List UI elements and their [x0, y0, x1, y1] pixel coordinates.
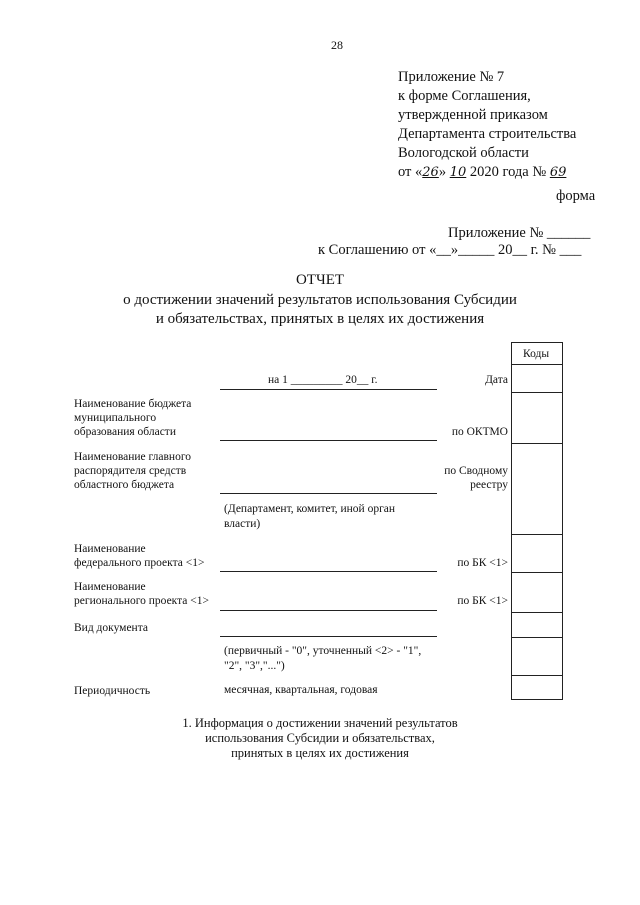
- date-underline: [220, 389, 437, 390]
- codes-divider: [511, 572, 563, 573]
- date-prefix: от «: [398, 164, 423, 180]
- doctype-field: [220, 636, 437, 637]
- department-note-line: (Департамент, комитет, иной орган: [224, 503, 396, 515]
- bk-label-2: по БК <1>: [457, 595, 508, 607]
- doctype-note: [224, 644, 421, 674]
- manager-label: [74, 450, 191, 492]
- budget-label: [74, 397, 191, 439]
- regional-project-label-line: регионального проекта <1>: [74, 595, 209, 607]
- appendix-date-line: [398, 163, 576, 182]
- codes-divider: [511, 675, 563, 676]
- manager-label-line: распорядителя средств: [74, 465, 187, 477]
- doctype-label: Вид документа: [74, 622, 148, 634]
- registry-label: [420, 464, 508, 492]
- regional-project-field: [220, 610, 437, 611]
- date-mid: »: [438, 164, 450, 180]
- budget-label-line: Наименование бюджета: [74, 398, 192, 410]
- periodicity-label: Периодичность: [74, 685, 151, 697]
- codes-table: [511, 342, 563, 700]
- federal-project-label: [74, 542, 204, 570]
- report-title: ОТЧЕТ: [295, 272, 345, 288]
- codes-divider: [511, 392, 563, 393]
- oktmo-label: по ОКТМО: [451, 426, 508, 438]
- appendix2-line-1: Приложение № ______: [448, 225, 591, 241]
- manager-field: [220, 493, 437, 494]
- budget-label-line: образования области: [74, 426, 176, 438]
- date-label: Дата: [485, 374, 508, 386]
- report-subtitle-1: о достижении значений результатов использования Субсидии: [123, 292, 517, 308]
- codes-divider: [511, 364, 563, 365]
- doctype-note-line: "2", "3","..."): [224, 660, 285, 672]
- codes-divider: [511, 637, 563, 638]
- department-note-line: власти): [224, 518, 261, 530]
- report-date-line: на 1 _________ 20__ г.: [268, 374, 378, 386]
- appendix-line-5: Вологодской области: [398, 145, 529, 161]
- codes-divider: [511, 534, 563, 535]
- date-day: 26: [422, 165, 439, 180]
- budget-field: [220, 440, 437, 441]
- date-number: 69: [549, 165, 567, 180]
- appendix-line-2: к форме Соглашения,: [398, 88, 531, 104]
- page-number: 28: [331, 38, 343, 52]
- appendix-line-4: Департамента строительства: [398, 126, 577, 142]
- registry-label-line: по Сводному: [444, 465, 508, 477]
- codes-divider: [511, 612, 563, 613]
- manager-label-line: Наименование главного: [74, 451, 192, 463]
- registry-label-line: реестру: [470, 479, 508, 491]
- section-1-line-2: использования Субсидии и обязательствах,: [205, 731, 435, 745]
- report-subtitle-2: и обязательствах, принятых в целях их достижения: [155, 311, 485, 327]
- appendix-line-3: утвержденной приказом: [398, 107, 548, 123]
- section-1-line-3: принятых в целях их достижения: [231, 746, 409, 760]
- date-year: 2020 года №: [466, 164, 550, 180]
- regional-project-label: [74, 580, 209, 608]
- federal-project-field: [220, 571, 437, 572]
- periodicity-value: месячная, квартальная, годовая: [224, 684, 378, 696]
- regional-project-label-line: Наименование: [74, 581, 146, 593]
- date-month: 10: [449, 165, 467, 180]
- doctype-note-line: (первичный - "0", уточненный <2> - "1",: [224, 645, 422, 657]
- section-1-line-1: 1. Информация о достижении значений результатов: [182, 716, 458, 730]
- manager-label-line: областного бюджета: [74, 479, 175, 491]
- appendix2-line-2: к Соглашению от «__»_____ 20__ г. № ___: [318, 242, 582, 258]
- department-note: [224, 502, 395, 532]
- federal-project-label-line: Наименование: [74, 543, 146, 555]
- codes-header: Коды: [523, 348, 550, 360]
- appendix-block: [398, 68, 576, 182]
- budget-label-line: муниципального: [74, 412, 157, 424]
- codes-divider: [511, 443, 563, 444]
- form-label: форма: [556, 188, 596, 204]
- federal-project-label-line: федерального проекта <1>: [74, 557, 205, 569]
- bk-label-1: по БК <1>: [457, 557, 508, 569]
- appendix-line-1: Приложение № 7: [398, 69, 505, 85]
